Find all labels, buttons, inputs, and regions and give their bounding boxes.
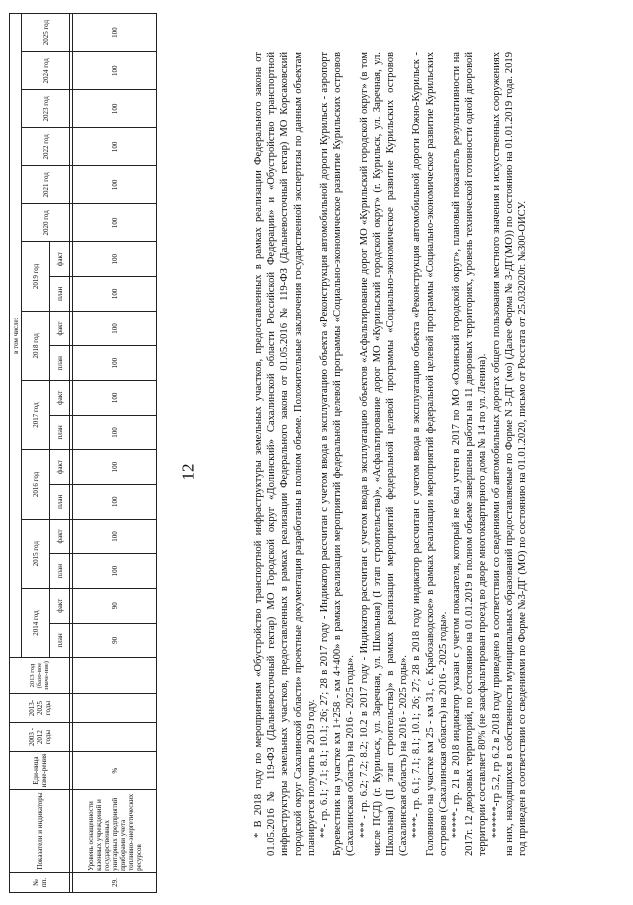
header-year-2024: 2024 год bbox=[22, 52, 70, 90]
cell-2014-plan: 90 bbox=[73, 623, 157, 658]
cell-2017-fact: 100 bbox=[73, 380, 157, 415]
cell-2017-plan: 100 bbox=[73, 415, 157, 450]
header-fact: факт bbox=[50, 242, 70, 277]
footnote-6: ******-гр 5.2, гр 6.2 в 2018 году приведено в соответствии со сведениями об автомобильных дорогах общего пользования местного значения и искусственных сооружениях на них, находящихся в собственности муниципальных образований предоставляемые по Форме N 3-ДГ (мо) (Далее Форма № 3-ДГ(МО)) по состоянию на 01.01.2019 года. 2019 год приведен в соответствии со сведениями по Форме №3-ДГ (МО) по состоянию на 01.01.2020, письмо от Росстата от 25.032020г. №300-ОИСУ. bbox=[490, 52, 529, 856]
cell-2016-fact: 100 bbox=[73, 450, 157, 485]
cell-2016-plan: 100 bbox=[73, 484, 157, 519]
header-fact: факт bbox=[50, 380, 70, 415]
cell-2015-fact: 100 bbox=[73, 519, 157, 554]
row-base-2013 bbox=[73, 658, 157, 694]
header-base-2013: 2013 год (базо-вое значе-ние) bbox=[10, 658, 70, 694]
cell-2020-plan: 100 bbox=[73, 204, 157, 242]
header-plan: план bbox=[50, 484, 70, 519]
header-fact: факт bbox=[50, 588, 70, 623]
page-number: 12 bbox=[178, 463, 198, 481]
header-plan: план bbox=[50, 554, 70, 589]
cell-2023-plan: 100 bbox=[73, 90, 157, 128]
header-2003-2012: 2003 - 2012 годы bbox=[10, 723, 70, 752]
header-year-2018: 2018 год bbox=[22, 311, 50, 380]
header-year-2025: 2025 год bbox=[22, 14, 70, 52]
header-fact: факт bbox=[50, 450, 70, 485]
table-row bbox=[73, 14, 157, 893]
row-2003-2012 bbox=[73, 723, 157, 752]
header-indicator: Показатели и индикаторы bbox=[10, 790, 70, 873]
row-indicator-name: Уровень оснащенности казенных учреждений и государственных унитарных предприятий приборами учета топливно-энергетических ресурсов bbox=[73, 790, 157, 873]
header-unit: Еди-ница изме-рения bbox=[10, 752, 70, 790]
footnote-2: **- гр. 6.1; 7.1; 8.1; 10.1; 26; 27; 28 в 2017 году - Индикатор рассчитан с учетом ввода в эксплуатацию объекта «Реконструкция автомобильной дороги Курильск - аэропорт Буревестник на участке км 1+258 - км 4+400» в рамках реализации мероприятий федеральной целевой программы «Социально-экономическое развитие Курильских островов (Сахалинская область) на 2016 - 2025 годы». bbox=[319, 52, 357, 856]
header-year-2017: 2017 год bbox=[22, 380, 50, 449]
header-plan: план bbox=[50, 415, 70, 450]
row-2013-2025 bbox=[73, 694, 157, 723]
cell-2019-plan: 100 bbox=[73, 277, 157, 312]
cell-2022-plan: 100 bbox=[73, 128, 157, 166]
row-num: 29. bbox=[73, 872, 157, 892]
header-fact: факт bbox=[50, 519, 70, 554]
header-including: в том числе: bbox=[10, 14, 22, 658]
cell-2018-plan: 100 bbox=[73, 346, 157, 381]
rotated-page bbox=[4, 13, 633, 893]
cell-2018-fact: 100 bbox=[73, 311, 157, 346]
header-2013-2025: 2013-2025 годы bbox=[10, 694, 70, 723]
footnote-1: * В 2018 году по мероприятиям «Обустройство транспортной инфраструктуры земельных участков, предоставленных в рамках реализации Федерального закона от 01.05.2016 № 119-ФЗ (Дальневосточный гектар) МО Городской округ «Долинский» Сахалинской области Российской Федерации» и «Обустройство транспортной инфраструктуры земельных участков, предоставленных в рамках реализации Федерального закона от 01.05.2016 № 119-ФЗ (Дальневосточный гектар) МО Корсаковский городской округ Сахалинской области» проектные документация разработаны в полном объеме. Положительные заключения государственной экспертизы по данным объектам планируется получить в 2019 году. bbox=[253, 52, 317, 856]
header-num: № пп. bbox=[10, 872, 70, 892]
header-year-2015: 2015 год bbox=[22, 519, 50, 588]
cell-2015-plan: 100 bbox=[73, 554, 157, 589]
header-plan: план bbox=[50, 346, 70, 381]
header-year-2020: 2020 год bbox=[22, 204, 70, 242]
header-plan: план bbox=[50, 623, 70, 658]
footnote-4: ****- гр. 6.1; 7.1; 8.1; 10.1; 26; 27; 28 в 2018 году индикатор рассчитан с учетом ввода в эксплуатацию объекта «Реконструкция автомобильной дороги Южно-Курильск - Головнино на участке км 25 - км 31, с. Крабозаводское» в рамках реализации мероприятий федеральной целевой программы «Социально-экономическое развитие Курильских островов (Сахалинская область) на 2016 - 2025 годы». bbox=[411, 52, 449, 856]
footnotes bbox=[252, 52, 529, 856]
header-year-2021: 2021 год bbox=[22, 166, 70, 204]
cell-2014-fact: 90 bbox=[73, 588, 157, 623]
footnote-5: *****- гр. 21 в 2018 индикатор указан с учетом показателя, который не был учтен в 2017 по МО «Охинский городской округ», плановый показатель результативности на 2017г. 12 дворовых территорий, по состоянию на 01.01.2019 в полном объеме завершены работы на 11 дворовых территориях, уровень технической готовности одной дворовой территории составляет 80% (не заасфальтирован проезд во дворе многоквартирного дома № 14 по ул. Ленина). bbox=[451, 52, 489, 856]
cell-2024-plan: 100 bbox=[73, 52, 157, 90]
header-plan: план bbox=[50, 277, 70, 312]
header-year-2022: 2022 год bbox=[22, 128, 70, 166]
footnote-3: *** - гр. 6.2; 7.2; 8.2; 10.2 в 2017 году - Индикатор рассчитан с учетом ввода в эксплуатацию объектов «Асфальтирование дорог МО «Курильский городской округ» (в том числе ПСД) (г. Курильск, ул. Заречная, ул. Школьная) (I этап строительства)», «Асфальтирование дорог МО «Курильский городской округ» (г. Курильск, ул. Заречная, ул. Школьная) (II этап строительства)» в рамках реализации мероприятий федеральной целевой программы «Социально-экономическое развитие Курильских островов (Сахалинская область) на 2016 - 2025 годы». bbox=[358, 52, 410, 856]
header-year-2016: 2016 год bbox=[22, 450, 50, 519]
cell-2025-plan: 100 bbox=[73, 14, 157, 52]
header-year-2014: 2014 год bbox=[22, 588, 50, 657]
header-year-2019: 2019 год bbox=[22, 242, 50, 311]
header-year-2023: 2023 год bbox=[22, 90, 70, 128]
row-unit: % bbox=[73, 752, 157, 790]
cell-2019-fact: 100 bbox=[73, 242, 157, 277]
cell-2021-plan: 100 bbox=[73, 166, 157, 204]
header-fact: факт bbox=[50, 311, 70, 346]
indicators-table bbox=[9, 13, 157, 893]
